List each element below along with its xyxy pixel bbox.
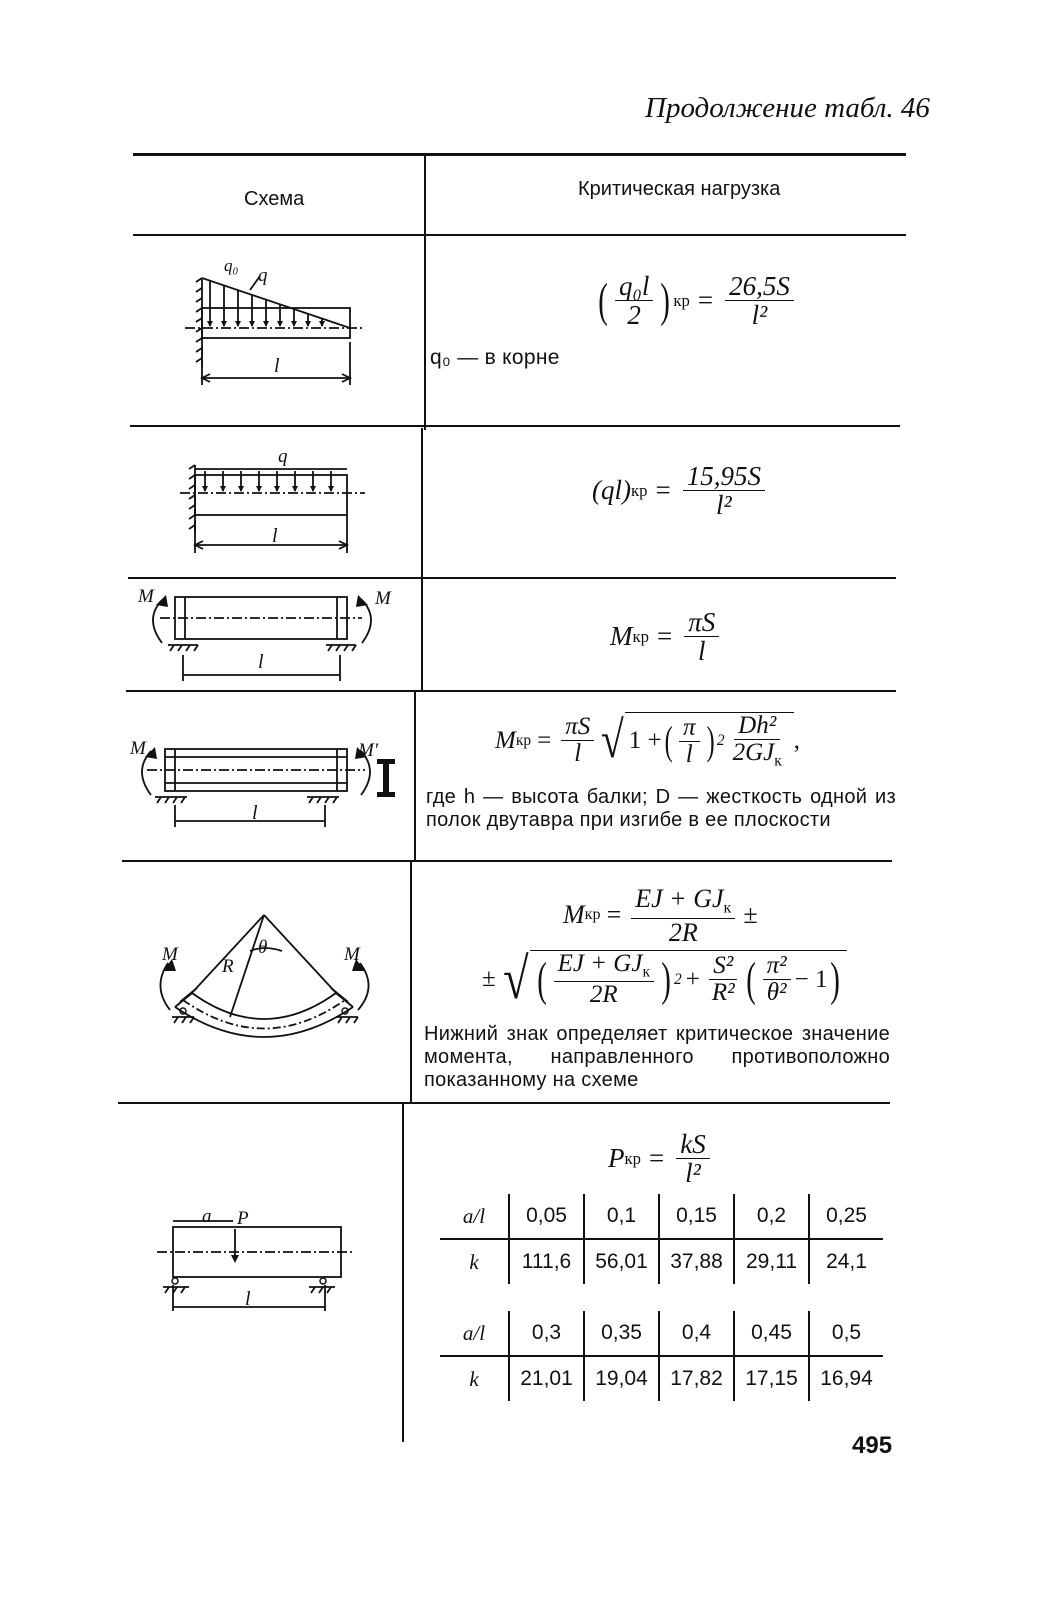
label-r: R	[222, 956, 234, 977]
table-cell: 0,35	[584, 1311, 659, 1356]
table-cell: 0,15	[659, 1194, 734, 1239]
formula-row4-comma: ,	[793, 726, 801, 754]
column-divider	[414, 692, 416, 860]
formula-row2: (ql) кр = $\frac{15,95S}{\text{l²}}$	[592, 462, 769, 520]
table-cell: 56,01	[584, 1239, 659, 1284]
row3-rule	[126, 690, 896, 692]
formula-row3: M кр = $\frac{\pi S}{l}$	[610, 608, 723, 666]
table-cell: 0,45	[734, 1311, 809, 1356]
table-cell: 19,04	[584, 1356, 659, 1401]
scheme-cantilever-tapered-load	[180, 250, 380, 400]
label-p: P	[237, 1208, 249, 1229]
column-divider	[424, 155, 426, 430]
label-l: l	[274, 355, 280, 377]
formula-row3-lhs: M	[610, 621, 633, 652]
formula-row5-pow: 2	[673, 970, 682, 988]
table-label-a: a/l	[440, 1194, 509, 1239]
label-q: q	[278, 446, 288, 467]
formula-row5-pm: ±	[743, 900, 758, 930]
label-q: q	[258, 265, 268, 286]
table-cell: 16,94	[809, 1356, 883, 1401]
formula-row1-lhs-den: 2	[627, 300, 641, 331]
row4-rule	[122, 860, 892, 862]
formula-row5-s-den: R²	[711, 979, 735, 1006]
formula-row5-line1: M кр = $\frac{EJ + GJ_к}{2R}$ ±	[563, 884, 758, 947]
row2-rule	[128, 577, 896, 579]
label-m-right: M	[375, 588, 391, 609]
formula-row4-coef-den: l	[574, 740, 582, 768]
table-cell: 0,4	[659, 1311, 734, 1356]
label-l: l	[272, 525, 278, 547]
table-cell: 37,88	[659, 1239, 734, 1284]
table-cell: 24,1	[809, 1239, 883, 1284]
table-row	[440, 1194, 883, 1239]
scheme-curved-beam-moments	[150, 905, 380, 1055]
table-row	[440, 1356, 883, 1401]
formula-row1-rhs-num: 26,5S	[725, 272, 794, 301]
formula-row4-tail-den: 2GJ	[732, 739, 775, 767]
table-row	[440, 1311, 883, 1356]
label-l: l	[258, 651, 264, 673]
label-m-left: M	[130, 738, 146, 759]
table-cell: 0,1	[584, 1194, 659, 1239]
table-cell: 111,6	[509, 1239, 584, 1284]
formula-row5-s-num: S²	[709, 953, 737, 980]
table-cell: 0,5	[809, 1311, 883, 1356]
note-row4: где h — высота балки; D — жесткость одной из полок двутавра при изгибе в ее плоскости	[426, 786, 896, 831]
formula-row1-lhs-num: q₀l	[615, 272, 653, 301]
formula-row2-sub: кр	[630, 480, 648, 500]
formula-row5-num: EJ + GJ	[635, 884, 724, 913]
formula-row4-pow: 2	[716, 732, 725, 750]
formula-row3-rhs-num: πS	[684, 608, 719, 637]
note-row1: q₀ — в корне	[430, 346, 560, 369]
label-q0: q₀	[224, 256, 239, 275]
formula-row1-sub: кр	[673, 290, 690, 310]
formula-row4-tail-den-sub: к	[774, 752, 782, 770]
formula-row4-lhs: M	[495, 726, 516, 754]
formula-row2-lhs: (ql)	[592, 475, 631, 506]
table-row	[440, 1239, 883, 1284]
scheme-beam-end-moments	[140, 585, 390, 685]
table-cell: 0,3	[509, 1311, 584, 1356]
formula-row5-in-num: EJ + GJ	[557, 950, 643, 978]
label-l: l	[252, 802, 258, 824]
formula-row4-pi-num: π	[679, 715, 700, 742]
label-m-left: M	[162, 944, 178, 965]
formula-row5-lhs: M	[563, 900, 585, 930]
formula-row1: ( $\frac{\text{q₀l}}{2}$ ) кр = $\frac{26,5S}{\text{l²}}$	[595, 272, 798, 330]
scheme-beam-point-load	[155, 1215, 355, 1315]
table-cell: 29,11	[734, 1239, 809, 1284]
row1-rule	[130, 425, 900, 427]
formula-row6: P кр = $\frac{kS}{\text{l²}}$	[608, 1130, 714, 1188]
formula-row4: M кр = $\frac{\pi S}{l}$ √ 1 + ( $\frac{\pi}{l}$ ) 2 $\frac{\text{Dh²}}{2GJ_к}$ ,	[495, 711, 801, 770]
header-critical-load: Критическая нагрузка	[578, 178, 781, 200]
table-label-k: k	[469, 1249, 479, 1274]
column-divider	[421, 428, 423, 690]
formula-row6-lhs: P	[608, 1143, 625, 1174]
table-cell: 17,82	[659, 1356, 734, 1401]
header-scheme: Схема	[244, 188, 305, 210]
formula-row5-plus: +	[685, 965, 700, 993]
formula-row5-pm2: ±	[482, 965, 496, 992]
coefficient-table-2	[440, 1311, 883, 1401]
formula-row3-rhs-den: l	[697, 636, 706, 667]
table-label-k: k	[469, 1366, 479, 1391]
label-m-right: M'	[358, 740, 378, 761]
label-m-right: M	[344, 944, 360, 965]
page-number: 495	[852, 1432, 893, 1459]
table-label-a: a/l	[440, 1311, 509, 1356]
column-divider	[410, 862, 412, 1102]
formula-row6-rhs-den: l²	[685, 1158, 701, 1189]
formula-row5-den: 2R	[668, 917, 698, 947]
column-divider	[402, 1104, 404, 1442]
formula-row5-p-num: π²	[763, 953, 791, 980]
formula-row4-tail-num: Dh²	[734, 713, 780, 740]
formula-row5-in-num-sub: к	[642, 963, 650, 981]
formula-row2-rhs-den: l²	[716, 490, 732, 521]
table-cell: 0,2	[734, 1194, 809, 1239]
header-rule	[133, 234, 906, 236]
formula-row5-num-sub: к	[723, 899, 732, 917]
formula-row6-rhs-num: kS	[676, 1130, 709, 1159]
formula-row5-sub: кр	[584, 906, 601, 924]
table-cell: 21,01	[509, 1356, 584, 1401]
formula-row6-sub: кр	[624, 1148, 641, 1168]
formula-row5-p-den: θ²	[766, 979, 787, 1006]
formula-row5-in-den: 2R	[589, 980, 618, 1008]
formula-row5-minus-one: − 1	[794, 965, 828, 993]
formula-row4-one-plus: 1 +	[628, 727, 662, 755]
label-m-left: M	[138, 586, 154, 607]
formula-row5-line2: ± √ ( $\frac{EJ + GJ_к}{2R}$ ) 2 + $\frac{\text{S²}}{\text{R²}}$ ( $\frac{\text{π²}}{\text{θ²}}$ − 1 )	[482, 950, 847, 1008]
table-caption: Продолжение табл. 46	[645, 92, 930, 124]
label-theta: θ	[258, 937, 268, 958]
formula-row3-sub: кр	[632, 626, 649, 646]
note-row5: Нижний знак определяет критическое значение момента, направленного противоположно показанному на схеме	[424, 1023, 890, 1091]
row5-rule	[118, 1102, 890, 1104]
formula-row1-rhs-den: l²	[751, 300, 768, 331]
label-l: l	[245, 1288, 251, 1310]
label-a: a	[202, 1206, 212, 1227]
formula-row4-pi-den: l	[685, 740, 693, 768]
formula-row4-coef-num: πS	[561, 714, 594, 741]
formula-row2-rhs-num: 15,95S	[683, 462, 765, 491]
table-top-rule	[133, 153, 906, 156]
formula-row4-sub: кр	[515, 731, 532, 749]
table-cell: 17,15	[734, 1356, 809, 1401]
coefficient-table-1	[440, 1194, 883, 1284]
table-cell: 0,25	[809, 1194, 883, 1239]
table-cell: 0,05	[509, 1194, 584, 1239]
